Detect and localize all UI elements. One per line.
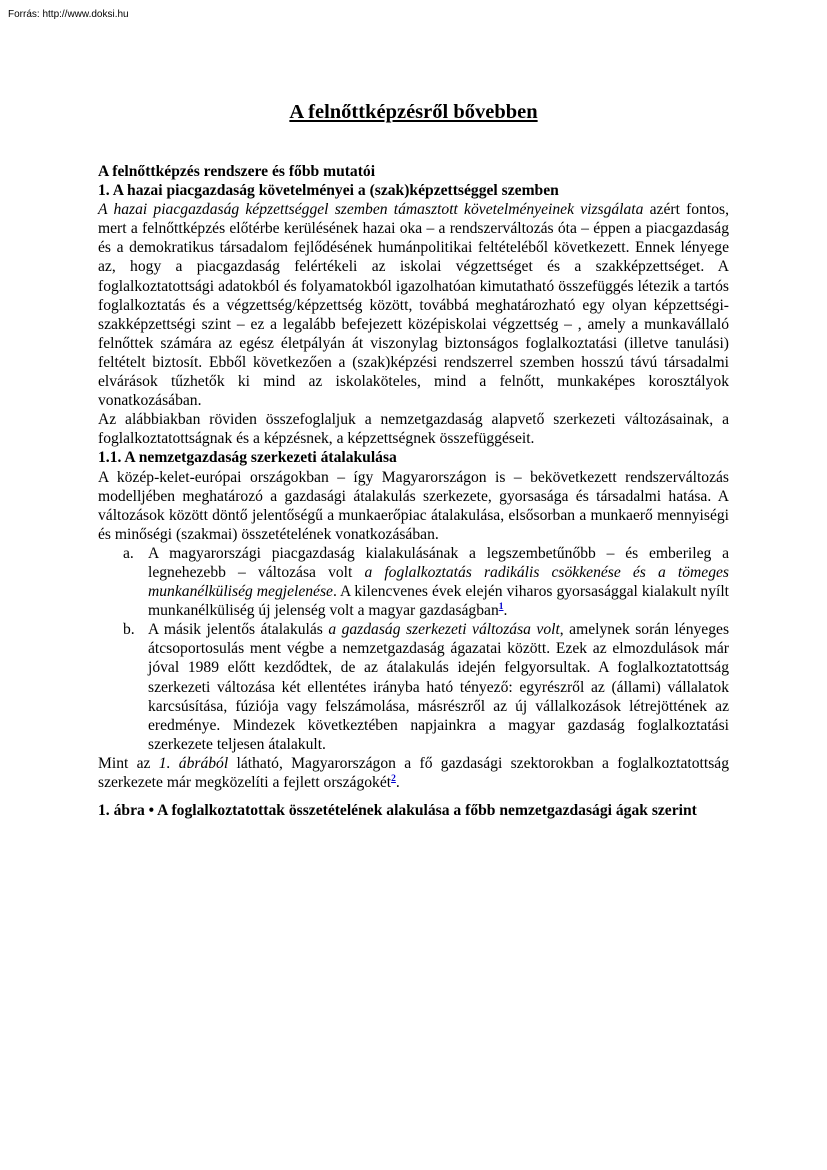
section-heading: A felnőttképzés rendszere és főbb mutatói (98, 163, 376, 180)
list-marker: a. (123, 544, 134, 562)
list-item-a (123, 544, 729, 620)
source-label: Forrás: http://www.doksi.hu (8, 9, 129, 20)
list-item-end: . (503, 602, 508, 620)
change-list (98, 544, 729, 754)
figure-caption: 1. ábra • A foglalkoztatottak összetételének alakulása a főbb nemzetgazdasági ágak szerint (98, 802, 697, 820)
list-item-text: . A kilencvenes évek elején viharos gyorsasággal kialakult nyílt munkanélküliség új jelenség volt a magyar gazdaságban (148, 583, 729, 620)
list-item-text: A magyarországi piacgazdaság kialakulásának a legszembetűnőbb – és emberileg a legnehezebb – változása volt (148, 544, 729, 581)
closing-text: látható, Magyarországon a fő gazdasági szektorokban a foglalkoztatottság szerkezete már megközelíti a fejlett országokét (98, 754, 729, 791)
closing-italic: 1. ábrából (158, 754, 229, 772)
subsection-heading: 1.1. A nemzetgazdaság szerkezeti átalakulása (98, 449, 397, 467)
list-item-italic: a gazdaság szerkezeti változása volt (328, 621, 560, 639)
footnote-link-2[interactable]: 2 (391, 774, 396, 784)
list-item-italic: a foglalkoztatás radikális csökkenése és a tömeges munkanélküliség megjelenése (148, 563, 729, 601)
paragraph-1 (98, 200, 729, 410)
section-subheading: 1. A hazai piacgazdaság követelményei a (szak)képzettséggel szemben (98, 182, 559, 200)
paragraph-1-text: azért fontos, mert a felnőttképzés előtérbe kerülésének hazai oka – a rendszerváltozás óta – éppen a piacgazdaság és a demokratikus társadalom fejlődésének humánpolitikai feltételéből következett. Ennek lényege az, hogy a piacgazdaság felértékeli az iskolai végzettséget és a szakképzettséget. A foglalkoztatottsági adatokból és folyamatokból igazolhatóan kimutatható összefüggés létezik a tartós foglalkoztatás és a végzettség/képzettség között, továbbá meghatározható egy olyan képzettségi-szakképzettségi szint – ez a legalább befejezett középiskolai végzettség – , amely a munkavállaló felnőttek számára az egész életpályán át viszonylag biztonságos foglalkoztatási (illetve tanulási) feltételt biztosít. Ebből következően a (szak)képzési rendszerrel szemben hosszú távú társadalmi elvárások tűzhetők ki mind az iskolaköteles, mind a felnőtt, munkaképes korosztályok vonatkozásában. (98, 201, 729, 410)
closing-paragraph (98, 754, 729, 792)
document-body (98, 162, 729, 820)
paragraph-2: Az alábbiakban röviden összefoglaljuk a nemzetgazdaság alapvető szerkezeti változásainak, a foglalkoztatottságnak és a képzésnek, a képzettségnek összefüggéseit. (98, 411, 729, 448)
list-item-text: , amelynek során lényeges átcsoportosulás ment végbe a nemzetgazdaság ágazatai között. Ezek az elmozdulások már jóval 1989 előtt kezdődtek, de az átalakulás idején felgyorsultak. A foglalkoztatottság szerkezeti változása két ellentétes irányba ható tényező: egyrészről az (állami) vállalatok karcsúsítása, fúziója vagy felszámolása, másrészről az új vállalkozások létrejöttének az eredménye. Mindezek következtében napjainkra a magyar gazdaság foglalkoztatási szerkezete teljesen átalakult. (148, 621, 730, 753)
list-marker: b. (123, 621, 135, 639)
subsection-intro: A közép-kelet-európai országokban – így Magyarországon is – bekövetkezett rendszerváltozás modelljében meghatározó a gazdasági átalakulás szerkezete, gyorsasága és társadalmi hatása. A változások között döntő jelentőségű a munkaerőpiac átalakulása, elsősorban a munkaerő mennyiségi és minőségi (szakmai) összetételének vonatkozásában. (98, 468, 729, 543)
list-item-text: A másik jelentős átalakulás (148, 621, 329, 639)
list-item-b (123, 620, 730, 754)
paragraph-1-italic: A hazai piacgazdaság képzettséggel szemben támasztott követelményeinek vizsgálata (98, 201, 644, 219)
document-title: A felnőttképzésről bővebben (289, 101, 538, 123)
closing-end: . (395, 774, 400, 791)
closing-text: Mint az (98, 754, 159, 772)
footnote-link-1[interactable]: 1 (498, 602, 504, 613)
